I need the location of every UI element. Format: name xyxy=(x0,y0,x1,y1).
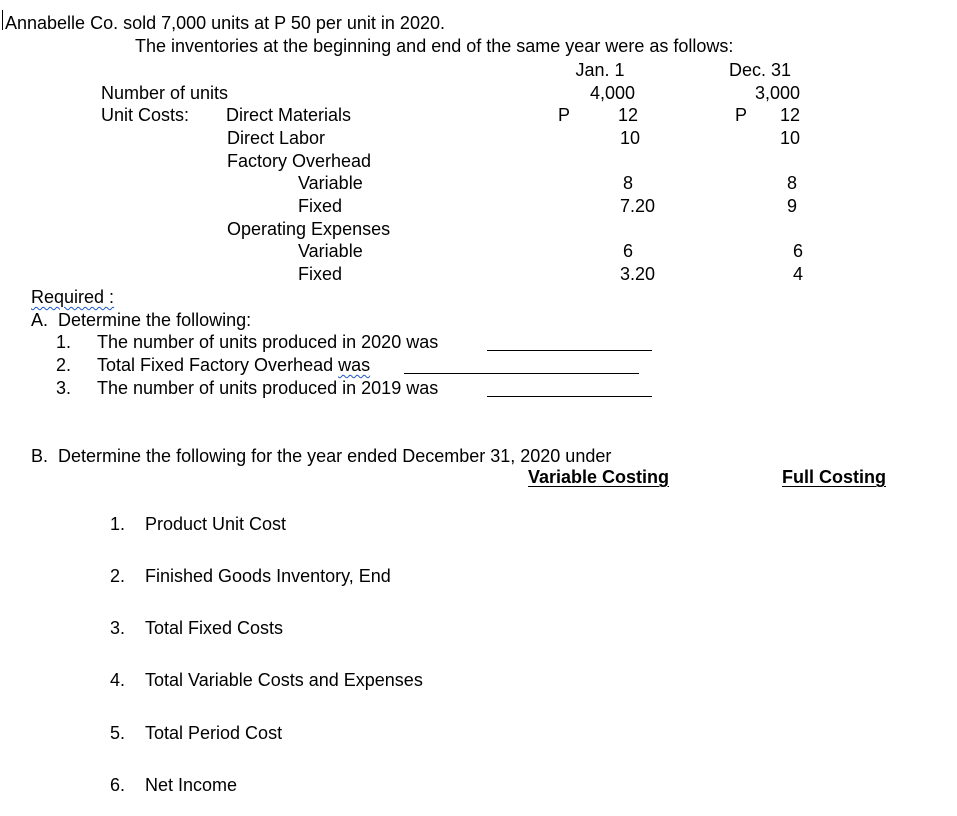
part-b-item-6-num: 6. xyxy=(110,775,126,795)
part-b-item-4-text: Total Variable Costs and Expenses xyxy=(145,670,423,690)
dec-direct-materials: 12 xyxy=(779,105,800,125)
part-b-item-5-text: Total Period Cost xyxy=(145,723,283,743)
jan-foh-variable: 8 xyxy=(622,173,633,193)
row-label-opex-variable: Variable xyxy=(298,241,363,261)
required-heading: Required : xyxy=(31,287,115,307)
row-label-foh-fixed: Fixed xyxy=(298,196,343,216)
part-b-item-2-text: Finished Goods Inventory, End xyxy=(145,566,391,586)
text-cursor xyxy=(2,10,3,30)
part-a-item-2-text: Total Fixed Factory Overhead was xyxy=(97,355,371,375)
col-header-full-costing: Full Costing xyxy=(782,467,886,487)
unit-costs-label: Unit Costs: xyxy=(101,105,190,125)
jan-opex-fixed: 3.20 xyxy=(620,264,656,284)
part-a-item-2-num: 2. xyxy=(56,355,72,375)
part-a-item-1-text: The number of units produced in 2020 was xyxy=(97,332,439,352)
part-b-item-2-num: 2. xyxy=(110,566,126,586)
currency-jan: P xyxy=(558,105,571,125)
row-label-operating-expenses: Operating Expenses xyxy=(227,219,391,239)
answer-blank-total-fixed-foh xyxy=(404,373,639,374)
row-label-factory-overhead: Factory Overhead xyxy=(227,151,372,171)
part-a-heading: A. Determine the following: xyxy=(31,310,252,330)
row-label-units: Number of units xyxy=(101,83,229,103)
part-b-item-3-num: 3. xyxy=(110,618,126,638)
dec-foh-variable: 8 xyxy=(786,173,797,193)
dec-opex-variable: 6 xyxy=(792,241,803,261)
jan-foh-fixed: 7.20 xyxy=(620,196,656,216)
part-b-item-1-text: Product Unit Cost xyxy=(145,514,287,534)
part-b-item-1-num: 1. xyxy=(110,514,126,534)
dec-opex-fixed: 4 xyxy=(792,264,803,284)
part-a-item-1-num: 1. xyxy=(56,332,72,352)
part-b-item-6-text: Net Income xyxy=(145,775,238,795)
part-a-item-3-text: The number of units produced in 2019 was xyxy=(97,378,439,398)
row-label-direct-labor: Direct Labor xyxy=(227,128,326,148)
row-label-foh-variable: Variable xyxy=(298,173,363,193)
currency-dec: P xyxy=(735,105,748,125)
part-b-item-5-num: 5. xyxy=(110,723,126,743)
part-b-item-4-num: 4. xyxy=(110,670,126,690)
jan-direct-materials: 12 xyxy=(617,105,638,125)
jan-units: 4,000 xyxy=(589,83,635,103)
col-header-jan: Jan. 1 xyxy=(575,60,625,80)
problem-line-1: Annabelle Co. sold 7,000 units at P 50 per unit in 2020. xyxy=(5,13,445,33)
jan-direct-labor: 10 xyxy=(619,128,640,148)
problem-line-2: The inventories at the beginning and end of the same year were as follows: xyxy=(135,36,734,56)
part-a-item-3-num: 3. xyxy=(56,378,72,398)
part-b-item-3-text: Total Fixed Costs xyxy=(145,618,284,638)
answer-blank-units-2020 xyxy=(487,350,652,351)
dec-units: 3,000 xyxy=(754,83,800,103)
part-b-heading: B. Determine the following for the year ended December 31, 2020 under xyxy=(31,446,612,466)
answer-blank-units-2019 xyxy=(487,396,652,397)
col-header-dec: Dec. 31 xyxy=(728,60,792,80)
dec-direct-labor: 10 xyxy=(779,128,800,148)
dec-foh-fixed: 9 xyxy=(786,196,797,216)
col-header-variable-costing: Variable Costing xyxy=(528,467,670,487)
row-label-direct-materials: Direct Materials xyxy=(226,105,352,125)
jan-opex-variable: 6 xyxy=(622,241,633,261)
row-label-opex-fixed: Fixed xyxy=(298,264,343,284)
